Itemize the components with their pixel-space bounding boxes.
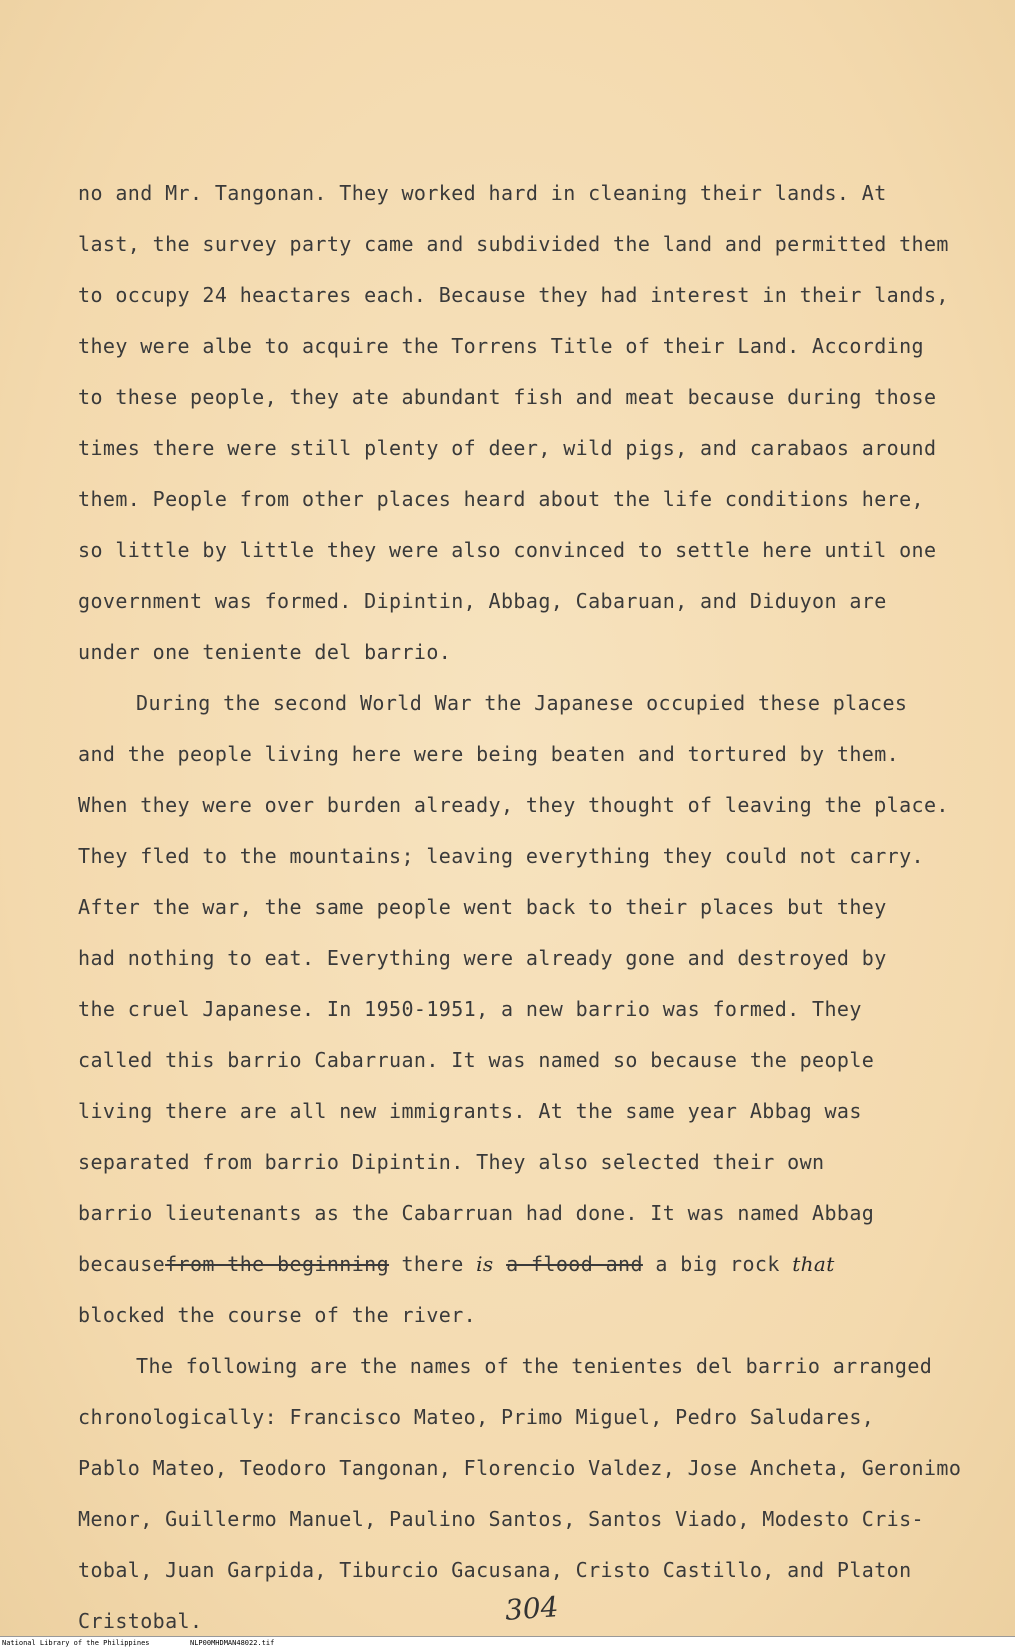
struck-text: from the beginning — [165, 1252, 390, 1276]
text-line: Pablo Mateo, Teodoro Tangonan, Florencio Valdez, Jose Ancheta, Geronimo — [78, 1456, 962, 1480]
text-fragment: a big rock — [642, 1252, 793, 1276]
library-credit: National Library of the Philippines — [2, 1639, 150, 1647]
text-line: no and Mr. Tangonan. They worked hard in cleaning their lands. At — [78, 181, 887, 205]
text-line: blocked the course of the river. — [78, 1303, 477, 1327]
text-fragment: there — [389, 1252, 477, 1276]
struck-text: a flood and — [506, 1252, 643, 1276]
text-fragment: because — [78, 1252, 166, 1276]
text-line: to occupy 24 heactares each. Because they had interest in their lands, — [78, 283, 949, 307]
text-line: them. People from other places heard about the life conditions here, — [78, 487, 924, 511]
handwritten-insertion: that — [792, 1252, 835, 1276]
edited-line — [78, 1239, 978, 1290]
text-line: and the people living here were being beaten and tortured by them. — [78, 742, 900, 766]
scan-footer — [0, 1636, 1015, 1651]
text-line: They fled to the mountains; leaving everything they could not carry. — [78, 844, 924, 868]
text-line: barrio lieutenants as the Cabarruan had done. It was named Abbag — [78, 1201, 875, 1225]
text-line: so little by little they were also convinced to settle here until one — [78, 538, 937, 562]
text-line: After the war, the same people went back to their places but they — [78, 895, 887, 919]
text-line: last, the survey party came and subdivided the land and permitted them — [78, 232, 949, 256]
text-line: living there are all new immigrants. At the same year Abbag was — [78, 1099, 862, 1123]
text-line: separated from barrio Dipintin. They also selected their own — [78, 1150, 825, 1174]
text-line: Cristobal. — [78, 1609, 203, 1633]
text-line: they were albe to acquire the Torrens Title of their Land. According — [78, 334, 924, 358]
text-line: Menor, Guillermo Manuel, Paulino Santos, Santos Viado, Modesto Cris- — [78, 1507, 924, 1531]
text-line: When they were over burden already, they thought of leaving the place. — [78, 793, 949, 817]
text-line: times there were still plenty of deer, wild pigs, and carabaos around — [78, 436, 937, 460]
text-line: under one teniente del barrio. — [78, 640, 452, 664]
paragraph-start-line: During the second World War the Japanese occupied these places — [136, 691, 908, 715]
text-line: to these people, they ate abundant fish and meat because during those — [78, 385, 937, 409]
handwritten-insertion: is — [476, 1252, 494, 1276]
text-line: chronologically: Francisco Mateo, Primo Miguel, Pedro Saludares, — [78, 1405, 875, 1429]
document-body — [78, 168, 978, 1647]
text-line: the cruel Japanese. In 1950-1951, a new barrio was formed. They — [78, 997, 862, 1021]
text-line: government was formed. Dipintin, Abbag, Cabaruan, and Diduyon are — [78, 589, 887, 613]
handwritten-page-number: 304 — [503, 1590, 560, 1627]
text-line: called this barrio Cabarruan. It was named so because the people — [78, 1048, 875, 1072]
text-line: tobal, Juan Garpida, Tiburcio Gacusana, Cristo Castillo, and Platon — [78, 1558, 912, 1582]
text-line: had nothing to eat. Everything were already gone and destroyed by — [78, 946, 887, 970]
paragraph-start-line: The following are the names of the tenientes del barrio arranged — [136, 1354, 933, 1378]
file-name: NLP00MHDMAN48022.tif — [190, 1639, 275, 1647]
